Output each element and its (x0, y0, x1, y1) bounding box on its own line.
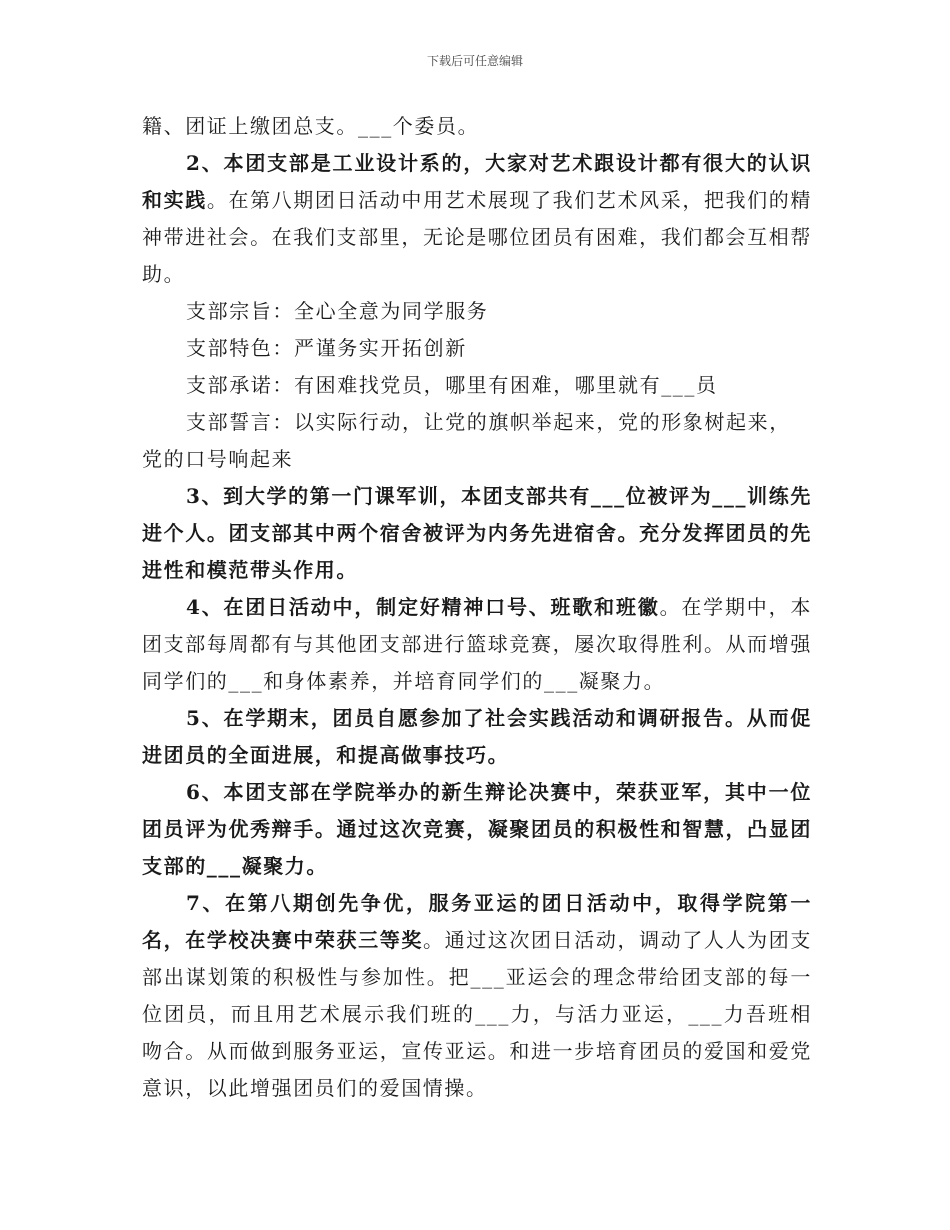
paragraph-4-body: 。在学期中，本团支部每周都有与其他团支部进行篮球竞赛，屡次取得胜利。从而增强同学们的___和身体素养，并培育同学们的___凝聚力。 (142, 595, 812, 693)
branch-oath-line-2: 党的口号响起来 (142, 447, 294, 471)
paragraph-6 (142, 774, 812, 885)
paragraph-5-heading: 5、在学期末，团员自愿参加了社会实践活动和调研报告。从而促进团员的全面进展，和提高做事技巧。 (142, 706, 812, 767)
paragraph-4 (142, 589, 812, 700)
branch-promise: 支部承诺：有困难找党员，哪里有困难，哪里就有___员 (186, 373, 718, 397)
paragraph-6-heading: 6、本团支部在学院举办的新生辩论决赛中，荣获亚军，其中一位团员评为优秀辩手。通过这次竞赛，凝聚团员的积极性和智慧，凸显团支部的___凝聚力。 (142, 780, 812, 878)
paragraph-2-body: 。在第八期团日活动中用艺术展现了我们艺术风采，把我们的精神带进社会。在我们支部里，无论是哪位团员有困难，我们都会互相帮助。 (142, 188, 812, 286)
document-body (142, 108, 812, 1107)
paragraph-2 (142, 145, 812, 293)
paragraph-3 (142, 478, 812, 589)
paragraph-3-heading: 3、到大学的第一门课军训，本团支部共有___位被评为___训练先进个人。团支部其中两个宿舍被评为内务先进宿舍。充分发挥团员的先进性和模范带头作用。 (142, 484, 812, 582)
branch-oath-line-1: 支部誓言：以实际行动，让党的旗帜举起来，党的形象树起来， (186, 410, 791, 434)
paragraph-7-body: 。通过这次团日活动，调动了人人为团支部出谋划策的积极性与参加性。把___亚运会的理念带给团支部的每一位团员，而且用艺术展示我们班的___力，与活力亚运，___力吾班相吻合。从而做到服务亚运，宣传亚运。和进一步培育团员的爱国和爱党意识，以此增强团员们的爱国情操。 (142, 928, 812, 1100)
paragraph-5 (142, 700, 812, 774)
branch-feature: 支部特色：严谨务实开拓创新 (186, 336, 467, 360)
paragraph-2-heading: 2、本团支部是工业设计系的，大家对艺术跟设计都有很大的认识和实践 (142, 151, 812, 212)
paragraph-continuation: 籍、团证上缴团总支。___个委员。 (142, 114, 480, 138)
paragraph-7 (142, 885, 812, 1107)
paragraph-7-heading: 7、在第八期创先争优，服务亚运的团日活动中，取得学院第一名，在学校决赛中荣获三等奖 (142, 891, 812, 952)
branch-purpose: 支部宗旨：全心全意为同学服务 (186, 299, 489, 323)
paragraph-4-heading: 4、在团日活动中，制定好精神口号、班歌和班徽 (186, 595, 660, 619)
page-header: 下载后可任意编辑 (426, 54, 523, 68)
